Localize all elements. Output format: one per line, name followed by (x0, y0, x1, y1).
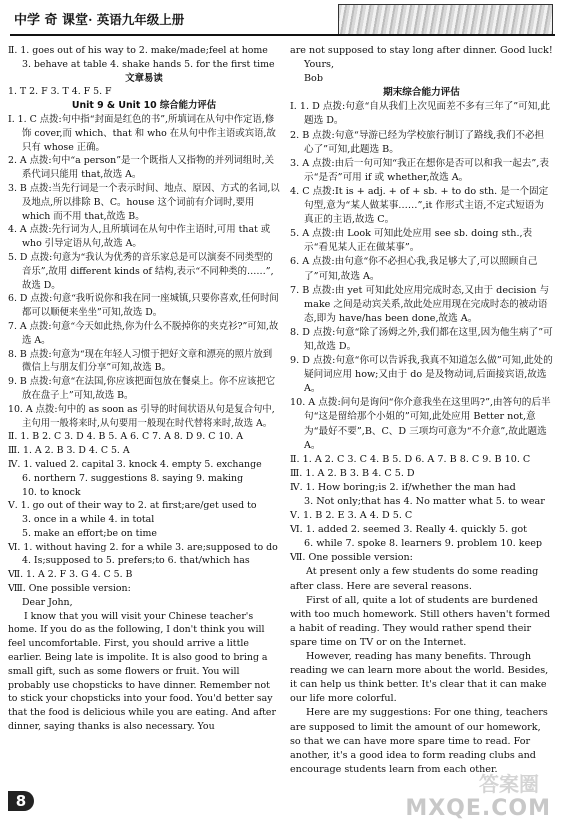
answer-line: Ⅴ. 1. go out of their way to 2. at first;are/get used to (8, 500, 257, 512)
answer-line: 6. while 7. spoke 8. learners 9. problem 10. keep (304, 538, 543, 550)
answer-line: Ⅵ. 1. added 2. seemed 3. Really 4. quickly 5. got (290, 524, 527, 536)
watermark-logo-cn: 答案圈 (479, 772, 539, 796)
answer-line: 8. D 点拨:句意“除了汤姆之外,我们都在这里,因为他生病了”可知,故选 D。 (290, 326, 553, 352)
answer-line: 3. behave at table 4. shake hands 5. for the first time (22, 58, 275, 70)
answer-line: 10. to knock (22, 486, 81, 498)
answer-line: Yours, (304, 59, 335, 71)
header-divider (10, 34, 555, 36)
left-column (8, 44, 280, 734)
answer-line: 3. B 点拨:当先行词是一个表示时间、地点、原因、方式的名词,以及地点,所以排除 B、C。house 这个词前有介词时,要用 which 而不用 that,故选 B。 (8, 182, 280, 222)
answer-line: Ⅶ. One possible version: (290, 552, 413, 564)
answer-line: 4. C 点拨:It is + adj. + of + sb. + to do sth. 是一个固定句型,意为“某人做某事……”,it 作形式主语,不定式短语为真正的主语,故选 C。 (290, 185, 549, 226)
answer-line: 2. B 点拨:句意“导游已经为学校旅行制订了路线,我们不必担心了”可知,此题选 B。 (290, 129, 545, 155)
answer-line: Ⅷ. One possible version: (8, 583, 131, 595)
answer-line: Ⅵ. 1. without having 2. for a while 3. are;supposed to do (8, 541, 278, 553)
essay-paragraph: However, reading has many benefits. Through reading we can learn more about the world. Besides, it can help us think better. It's clear that it can make our life more colorful. (290, 651, 549, 705)
right-column (290, 44, 553, 777)
answer-line: Ⅲ. 1. A 2. B 3. D 4. C 5. A (8, 445, 130, 457)
answer-line: 5. A 点拨:由 Look 可知此处应用 see sb. doing sth.,表示“看见某人正在做某事”。 (290, 228, 533, 254)
answer-line: Ⅳ. 1. How boring;is 2. if/whether the man had (290, 481, 516, 493)
book-title (14, 9, 184, 28)
essay-paragraph: At present only a few students do some reading after class. Here are several reasons. (290, 566, 539, 592)
answer-line: 3. Not only;that has 4. No matter what 5. to wear (304, 496, 545, 507)
book-subtitle: · 英语九年级上册 (88, 12, 185, 27)
brand-name: 中学 奇 课堂 (14, 13, 89, 28)
answer-line: 6. northern 7. suggestions 8. saying 9. making (22, 472, 244, 484)
answer-line: 2. A 点拨:句中“a person”是一个既指人又指物的并列词组时,关系代词只能用 that,故选 A。 (8, 155, 274, 181)
answer-line: 4. Is;supposed to 5. prefers;to 6. that/which has (22, 555, 250, 567)
section-heading: Unit 9 & Unit 10 综合能力评估 (71, 100, 217, 112)
answer-line: 5. D 点拨:句意为“我认为优秀的音乐家总是可以演奏不同类型的音乐”,故用 different kinds of 结构,表示“不同种类的……”,故选 D。 (8, 251, 274, 291)
page-header (0, 0, 563, 42)
answer-line: Ⅱ. 1. goes out of his way to 2. make/made;feel at home (8, 45, 268, 56)
watermark-logo: MXQE.COM (405, 796, 551, 821)
answer-line: Ⅰ. 1. C 点拨:句中指“封面是红色的书”,所填词在从句中作定语,修饰 cover,而 which、that 和 who 在从句中作主语或宾语,故只有 whose 正确。 (8, 113, 276, 153)
answer-line: 7. A 点拨:句意“今天如此热,你为什么不脱掉你的夹克衫?”可知,故选 A。 (8, 320, 279, 346)
answer-line: Ⅳ. 1. valued 2. capital 3. knock 4. empty 5. exchange (8, 458, 262, 470)
section-heading: 期末综合能力评估 (383, 87, 460, 99)
answer-line: Ⅱ. 1. B 2. C 3. D 4. B 5. A 6. C 7. A 8. D 9. C 10. A (8, 431, 244, 443)
answer-line: Ⅱ. 1. A 2. C 3. C 4. B 5. D 6. A 7. B 8. C 9. B 10. C (290, 453, 531, 465)
header-illustration (338, 4, 553, 36)
essay-paragraph: I know that you will visit your Chinese teacher's home. If you do as the following, I don't think you will feel uncomfortable. First, you should arrive a little earlier. Being late is impolite. It is also good to bring a small gift, such as some flowers or fruit. You will probably use chopsticks to have dinner. Remember not to stick your chopsticks into your food. You'd better say that the food is delicious while you are eating. And after dinner, saying thanks is also necessary. You (8, 610, 276, 733)
answer-line: Dear John, (22, 596, 73, 608)
essay-paragraph: First of all, quite a lot of students are burdened with too much homework. Still others haven't formed a habit of reading. They would rather spend their spare time on TV or on the Internet. (290, 594, 551, 648)
answer-line: 6. D 点拨:句意“我听说你和我在同一座城镇,只要你喜欢,任何时间都可以顺便来坐坐”可知,故选 D。 (8, 293, 279, 319)
answer-line: are not supposed to stay long after dinner. Good luck! (290, 45, 553, 56)
section-heading: 文章易读 (125, 72, 163, 84)
answer-line: 6. A 点拨:由句意“你不必担心我,我足够大了,可以照顾自己了”可知,故选 A。 (290, 256, 538, 282)
answer-line: 8. B 点拨:句意为“现在年轻人习惯于把好文章和漂亮的照片放到微信上与朋友们分享”可知,故选 B。 (8, 348, 273, 374)
answer-line: Ⅲ. 1. A 2. B 3. B 4. C 5. D (290, 467, 415, 479)
answer-line: 1. T 2. F 3. T 4. F 5. F (8, 86, 112, 98)
answer-line: 10. A 点拨:问句是询问“你介意我坐在这里吗?”,由答句的后半句“这是留给那个小姐的”可知,此处应用 Better not,意为“最好不要”,B、C、D 三项均可意为“不介意”,故此题选 A。 (290, 397, 551, 451)
answer-line: 5. make an effort;be on time (22, 527, 157, 539)
answer-line: 7. B 点拨:由 yet 可知此处应用完成时态,又由于 decision 与 make 之间是动宾关系,故此处应用现在完成时态的被动语态,即为 have/has been done,故选 A。 (290, 284, 550, 324)
answer-line: Ⅴ. 1. B 2. E 3. A 4. D 5. C (290, 510, 413, 522)
answer-line: 4. A 点拨:先行词为人,且所填词在从句中作主语时,可用 that 或 who 引导定语从句,故选 A。 (8, 224, 271, 250)
essay-paragraph: Here are my suggestions: For one thing, teachers are supposed to limit the amount of our homework, so that we can have more spare time to read. For another, it's a good idea to form reading clubs and encourage students learn from each other. (290, 707, 548, 775)
answer-line: 9. B 点拨:句意“在法国,你应该把面包放在餐桌上。你不应该把它放在盘子上”可知,故选 B。 (8, 376, 276, 401)
answer-line: 3. once in a while 4. in total (22, 514, 155, 526)
answer-line: 3. A 点拨:由后一句可知“我正在想你是否可以和我一起去”,表示“是否”可用 if 或 whether,故选 A。 (290, 157, 549, 183)
answer-line: 10. A 点拨:句中的 as soon as 引导的时间状语从句是复合句中,主句用一般将来时,从句要用一般现在时代替将来时,故选 A。 (8, 403, 275, 429)
page-number: 8 (8, 791, 34, 811)
answer-line: Ⅰ. 1. D 点拨:句意“自从我们上次见面差不多有三年了”可知,此题选 D。 (290, 101, 550, 127)
answer-line: Bob (304, 73, 323, 85)
answer-line: 9. D 点拨:句意“你可以告诉我,我真不知道怎么做”可知,此处的疑问词应用 how;又由于 do 是及物动词,后面接宾语,故选 A。 (290, 355, 553, 395)
answer-line: Ⅶ. 1. A 2. F 3. G 4. C 5. B (8, 569, 133, 581)
